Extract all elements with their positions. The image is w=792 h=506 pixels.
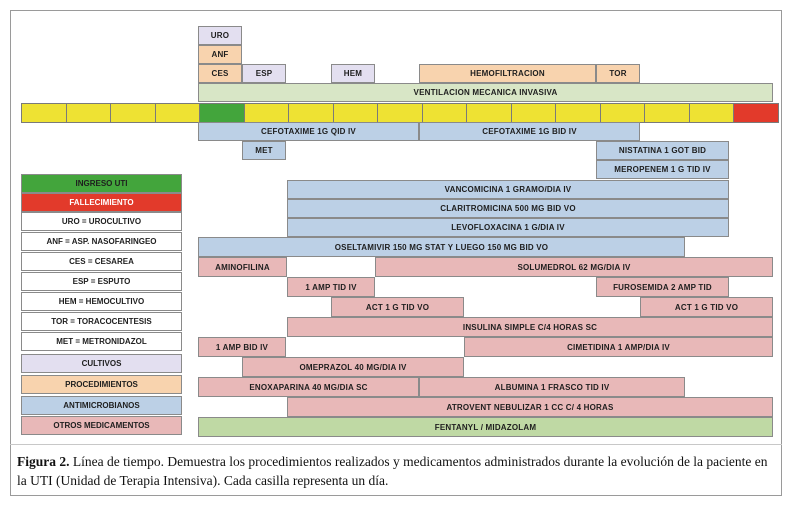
day-cell xyxy=(333,103,379,123)
legend-ces: CES = CESAREA xyxy=(21,252,182,271)
atrovent-bar: ATROVENT NEBULIZAR 1 CC C/ 4 HORAS xyxy=(287,397,773,417)
ces-box: CES xyxy=(198,64,242,83)
legend-cultivos: CULTIVOS xyxy=(21,354,182,373)
nistatina-bar: NISTATINA 1 GOT BID xyxy=(596,141,729,160)
amp-tid-bar: 1 AMP TID IV xyxy=(287,277,375,297)
legend-met: MET = METRONIDAZOL xyxy=(21,332,182,351)
insulina-bar: INSULINA SIMPLE C/4 HORAS SC xyxy=(287,317,773,337)
legend-procedimientos: PROCEDIMIENTOS xyxy=(21,375,182,394)
day-cell xyxy=(244,103,290,123)
day-cell xyxy=(422,103,468,123)
anf-box: ANF xyxy=(198,45,242,64)
legend-antimicrobianos: ANTIMICROBIANOS xyxy=(21,396,182,415)
act-bar-2: ACT 1 G TID VO xyxy=(640,297,773,317)
day-cell xyxy=(21,103,67,123)
levofloxacina-bar: LEVOFLOXACINA 1 G/DIA IV xyxy=(287,218,729,237)
caption-divider xyxy=(10,444,782,445)
legend-tor: TOR = TORACOCENTESIS xyxy=(21,312,182,331)
met-bar: MET xyxy=(242,141,286,160)
hem-box: HEM xyxy=(331,64,375,83)
day-cell xyxy=(288,103,334,123)
day-cell xyxy=(377,103,423,123)
enoxaparina-bar: ENOXAPARINA 40 MG/DIA SC xyxy=(198,377,419,397)
aminofilina-bar: AMINOFILINA xyxy=(198,257,287,277)
caption-text: Línea de tiempo. Demuestra los procedimientos realizados y medicamentos administrados durante la evolución de la paciente en la UTI (Unidad de Terapia Intensiva). Cada casilla representa un día. xyxy=(17,454,768,488)
claritromicina-bar: CLARITROMICINA 500 MG BID VO xyxy=(287,199,729,218)
day-cell xyxy=(600,103,646,123)
omeprazol-bar: OMEPRAZOL 40 MG/DIA IV xyxy=(242,357,464,377)
day-cell xyxy=(466,103,512,123)
day-cell xyxy=(66,103,112,123)
legend-hem: HEM = HEMOCULTIVO xyxy=(21,292,182,311)
cefotaxime-qid-bar: CEFOTAXIME 1G QID IV xyxy=(198,122,419,141)
day-cell xyxy=(555,103,601,123)
legend-ingreso-uti: INGRESO UTI xyxy=(21,174,182,193)
oseltamivir-bar: OSELTAMIVIR 150 MG STAT Y LUEGO 150 MG BID VO xyxy=(198,237,685,257)
day-cell xyxy=(689,103,735,123)
legend-otros-medicamentos: OTROS MEDICAMENTOS xyxy=(21,416,182,435)
cimetidina-bar: CIMETIDINA 1 AMP/DIA IV xyxy=(464,337,773,357)
day-cell xyxy=(511,103,557,123)
day-cell xyxy=(733,103,779,123)
hemofiltracion-box: HEMOFILTRACION xyxy=(419,64,596,83)
cefotaxime-bid-bar: CEFOTAXIME 1G BID IV xyxy=(419,122,640,141)
meropenem-bar: MEROPENEM 1 G TID IV xyxy=(596,160,729,179)
vancomicina-bar: VANCOMICINA 1 GRAMO/DIA IV xyxy=(287,180,729,199)
tor-box: TOR xyxy=(596,64,640,83)
ventilacion-bar: VENTILACION MECANICA INVASIVA xyxy=(198,83,773,102)
day-cell xyxy=(644,103,690,123)
figure-caption xyxy=(17,452,777,490)
fentanyl-bar: FENTANYL / MIDAZOLAM xyxy=(198,417,773,437)
amp-bid-bar: 1 AMP BID IV xyxy=(198,337,286,357)
legend-uro: URO = UROCULTIVO xyxy=(21,212,182,231)
legend-anf: ANF = ASP. NASOFARINGEO xyxy=(21,232,182,251)
day-cell xyxy=(155,103,201,123)
esp-box: ESP xyxy=(242,64,286,83)
furosemida-bar: FUROSEMIDA 2 AMP TID xyxy=(596,277,729,297)
solumedrol-bar: SOLUMEDROL 62 MG/DIA IV xyxy=(375,257,773,277)
day-cell xyxy=(199,103,245,123)
legend-fallecimiento: FALLECIMIENTO xyxy=(21,193,182,212)
legend-esp: ESP = ESPUTO xyxy=(21,272,182,291)
act-bar-1: ACT 1 G TID VO xyxy=(331,297,464,317)
albumina-bar: ALBUMINA 1 FRASCO TID IV xyxy=(419,377,685,397)
caption-label: Figura 2. xyxy=(17,454,70,469)
uro-box: URO xyxy=(198,26,242,45)
day-cell xyxy=(110,103,156,123)
